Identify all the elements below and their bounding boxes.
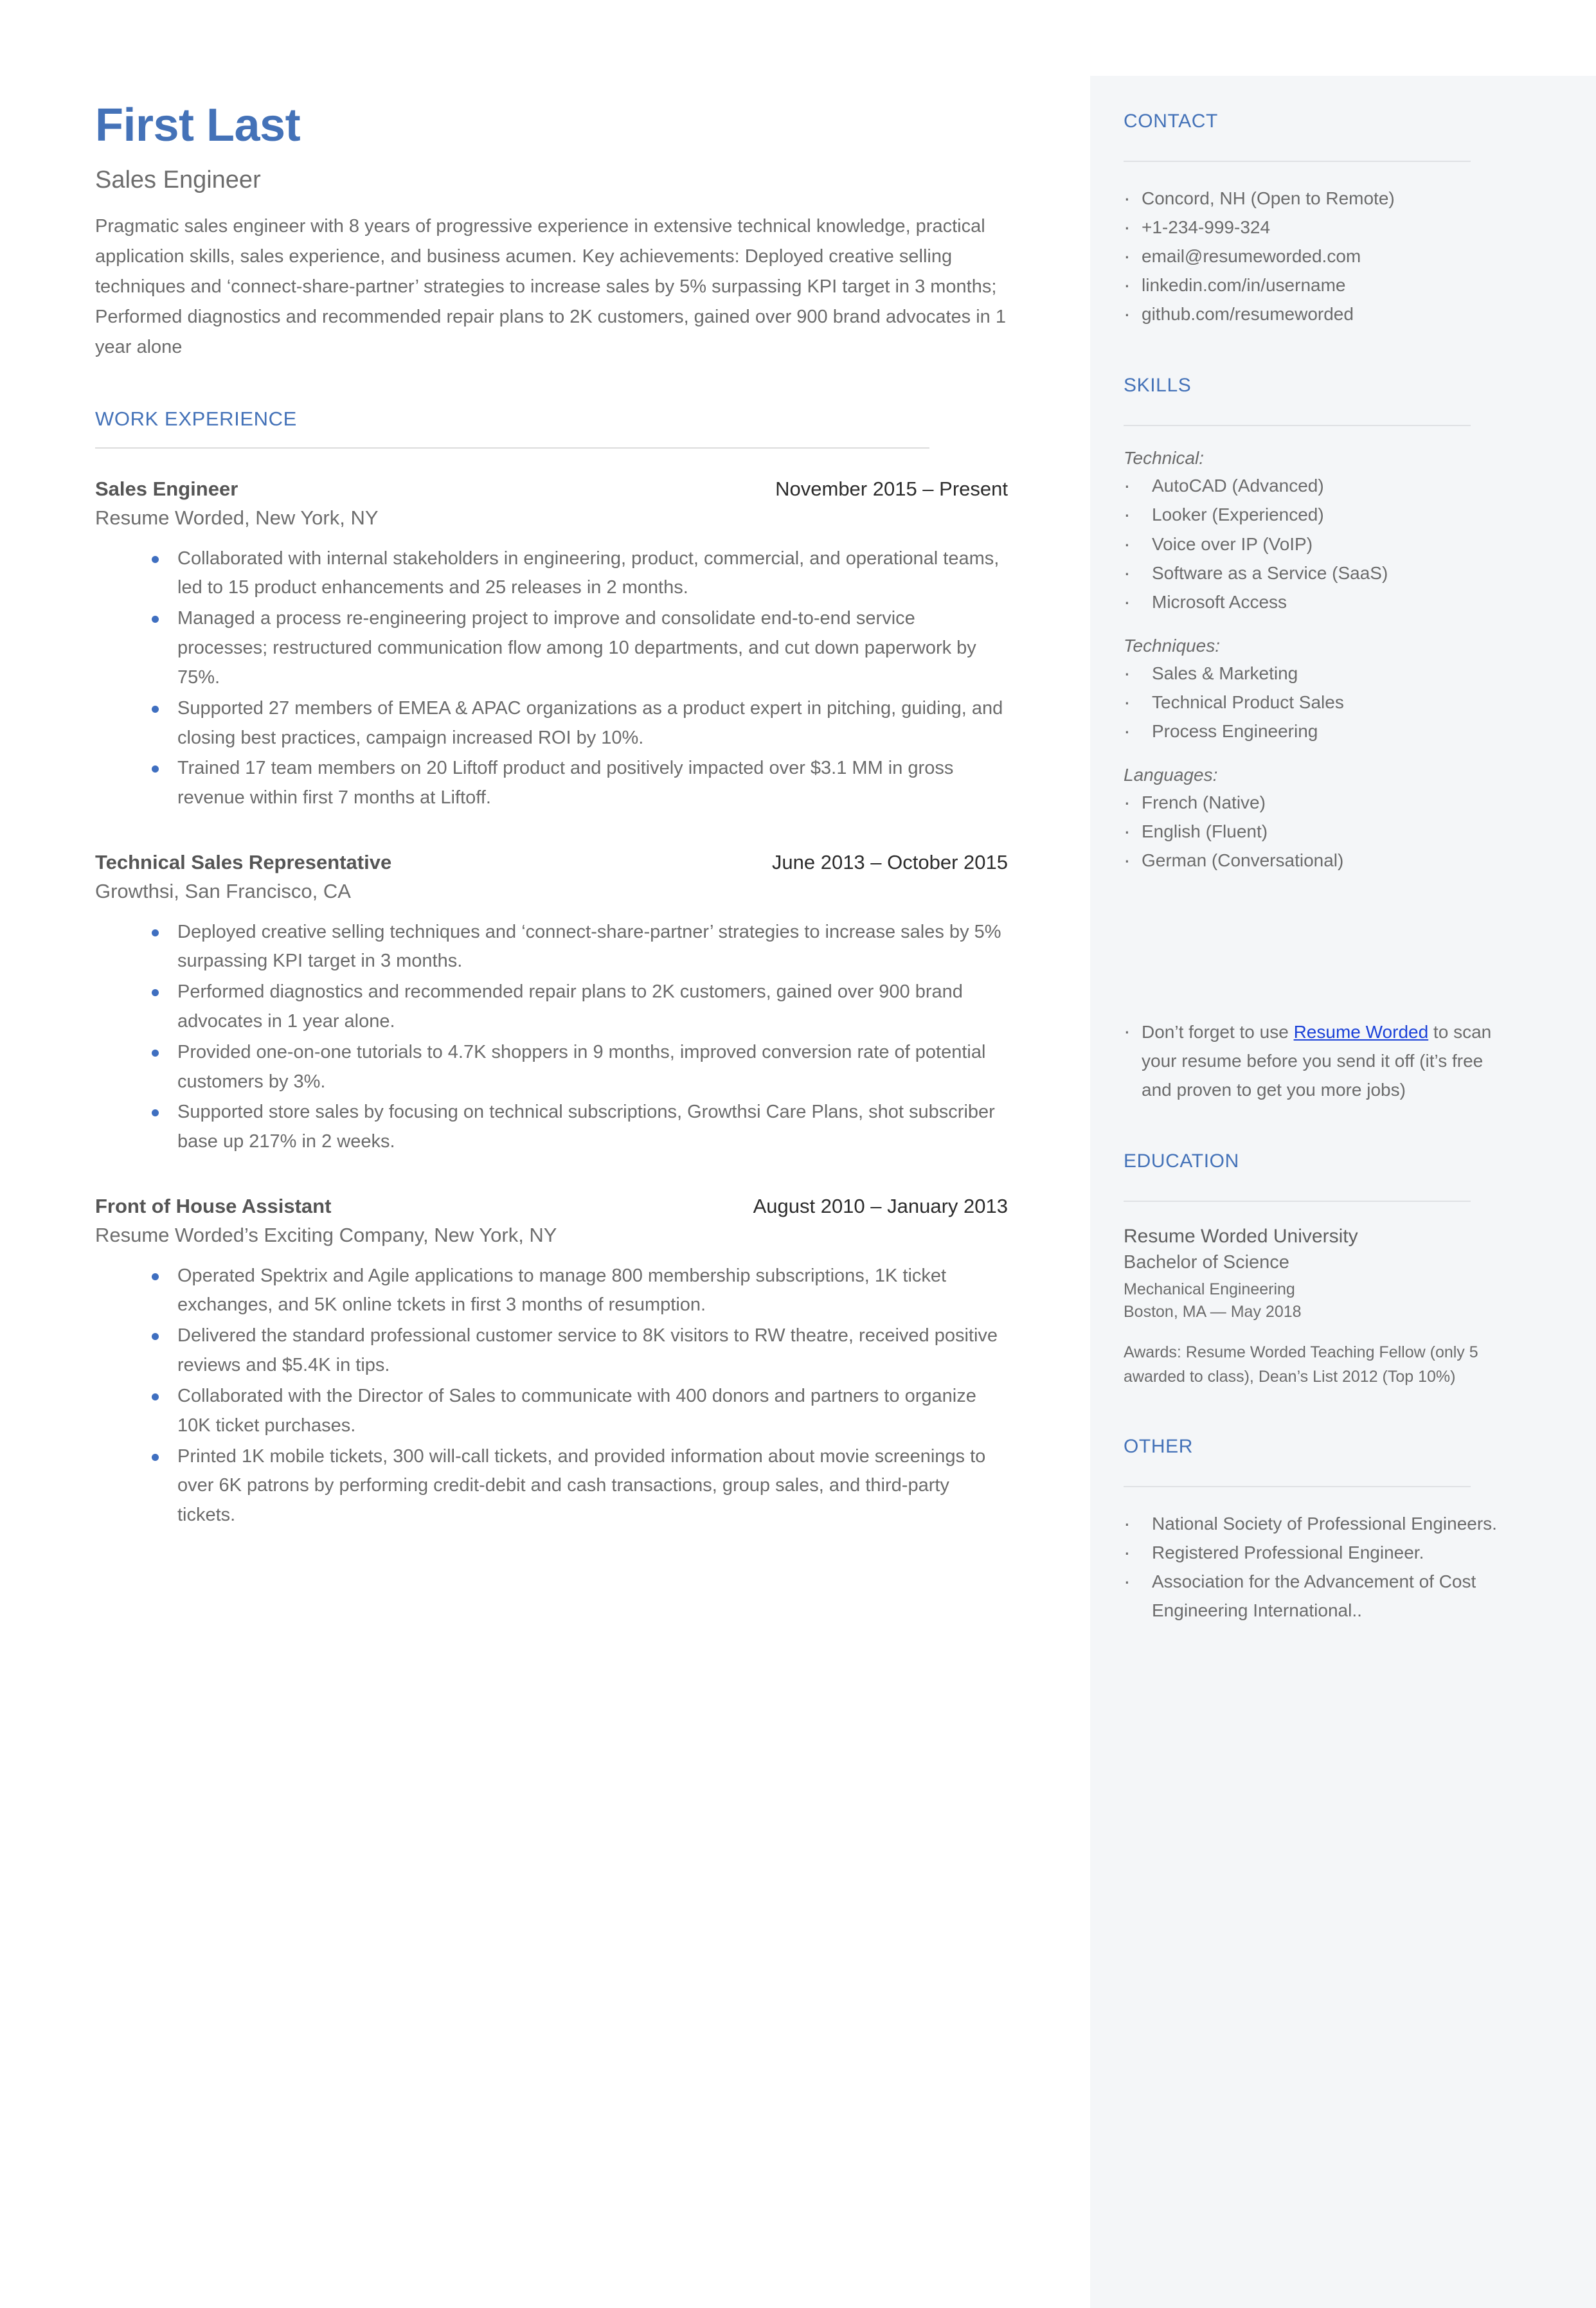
skill-item: · Software as a Service (SaaS): [1124, 559, 1509, 587]
skill-item: · Technical Product Sales: [1124, 688, 1509, 717]
job-company: Growthsi, San Francisco, CA: [95, 879, 351, 902]
job-header: [95, 850, 1008, 875]
job-bullet: Supported store sales by focusing on technical subscriptions, Growthsi Care Plans, shot subscriber base up 217% in 2 weeks.: [95, 1098, 1008, 1157]
job-entry: [95, 1194, 1030, 1530]
contact-list: [1124, 184, 1509, 328]
skills-section: [1124, 375, 1509, 875]
skill-group-label: Techniques:: [1124, 635, 1220, 656]
skill-group-label: Technical:: [1124, 448, 1205, 469]
job-company: Resume Worded’s Exciting Company, New York, NY: [95, 1223, 557, 1246]
contact-item-phone[interactable]: · +1-234-999-324: [1124, 213, 1509, 242]
education-section: [1124, 1150, 1509, 1390]
skill-item: · English (Fluent): [1124, 817, 1509, 846]
promo-text-after: to scan your resume before you send it off (it’s free and proven to get you more jobs): [1142, 1022, 1492, 1100]
contact-item-email[interactable]: · email@resumeworded.com: [1124, 242, 1509, 271]
skill-item: · Process Engineering: [1124, 717, 1509, 746]
other-item: · Association for the Advancement of Cost Engineering International..: [1124, 1567, 1509, 1625]
section-divider-education: [1124, 1201, 1471, 1202]
skill-item: · Looker (Experienced): [1124, 500, 1509, 529]
skill-list: [1124, 788, 1509, 875]
section-heading-skills: SKILLS: [1124, 375, 1192, 397]
other-section: [1124, 1436, 1509, 1625]
education-location: Boston, MA — May 2018: [1124, 1302, 1302, 1321]
skill-group-technical: [1124, 448, 1509, 616]
education-school: Resume Worded University: [1124, 1226, 1358, 1248]
job-bullet: Performed diagnostics and recommended repair plans to 2K customers, gained over 900 brand advocates in 1 year alone.: [95, 978, 1008, 1037]
contact-section: [1124, 111, 1509, 328]
job-bullet: Deployed creative selling techniques and ‘connect-share-partner’ strategies to increase sales by 5% surpassing KPI target in 3 months.: [95, 918, 1008, 977]
education-degree: Bachelor of Science: [1124, 1252, 1289, 1273]
job-bullet: Collaborated with the Director of Sales to communicate with 400 donors and partners to organize 10K ticket purchases.: [95, 1382, 1008, 1441]
contact-item-github[interactable]: · github.com/resumeworded: [1124, 300, 1509, 328]
job-bullet-list: [95, 918, 1008, 1158]
skill-item: · Sales & Marketing: [1124, 659, 1509, 688]
section-divider-other: [1124, 1486, 1471, 1487]
skill-item: · French (Native): [1124, 788, 1509, 817]
skill-item: · German (Conversational): [1124, 846, 1509, 875]
job-bullet: Trained 17 team members on 20 Liftoff product and positively impacted over $3.1 MM in gross revenue within first 7 months at Liftoff.: [95, 754, 1008, 813]
other-item: · Registered Professional Engineer.: [1124, 1538, 1509, 1567]
job-bullet: Provided one-on-one tutorials to 4.7K shoppers in 9 months, improved conversion rate of potential customers by 3%.: [95, 1038, 1008, 1097]
job-bullet: Collaborated with internal stakeholders in engineering, product, commercial, and operational teams, led to 15 product enhancements and 25 releases in 2 months.: [95, 544, 1008, 604]
job-bullet-list: [95, 544, 1008, 813]
skill-item: · Voice over IP (VoIP): [1124, 530, 1509, 559]
job-bullet: Supported 27 members of EMEA & APAC organizations as a product expert in pitching, guiding, and closing best practices, campaign increased ROI by 10%.: [95, 694, 1008, 753]
skill-item: · Microsoft Access: [1124, 587, 1509, 616]
section-heading-education: EDUCATION: [1124, 1150, 1239, 1172]
job-bullet: Managed a process re-engineering project to improve and consolidate end-to-end service processes; restructured communication flow among 10 departments, and cut down paperwork by 75%.: [95, 604, 1008, 692]
section-divider-skills: [1124, 425, 1471, 426]
job-bullet: Delivered the standard professional customer service to 8K visitors to RW theatre, received positive reviews and $5.4K in tips.: [95, 1321, 1008, 1381]
skill-list: [1124, 471, 1509, 616]
skill-group-languages: [1124, 765, 1509, 875]
job-bullet-list: [95, 1262, 1008, 1530]
promo-text-before: Don’t forget to use: [1142, 1022, 1294, 1042]
main-column: [95, 102, 1030, 1568]
section-divider-contact: [1124, 161, 1471, 162]
education-awards: Awards: Resume Worded Teaching Fellow (only 5 awarded to class), Dean’s List 2012 (Top 10%): [1124, 1343, 1478, 1386]
skill-group-techniques: [1124, 636, 1509, 746]
contact-item-linkedin[interactable]: · linkedin.com/in/username: [1124, 271, 1509, 300]
contact-item-location: · Concord, NH (Open to Remote): [1124, 184, 1509, 213]
promo-text: [1124, 1017, 1509, 1104]
job-company: Resume Worded, New York, NY: [95, 506, 379, 529]
job-bullet: Printed 1K mobile tickets, 300 will-call tickets, and provided information about movie screenings to over 6K patrons by performing credit-debit and cash transactions, group sales, and third-party tickets.: [95, 1442, 1008, 1530]
sidebar-column: [1124, 111, 1509, 1671]
skill-group-label: Languages:: [1124, 765, 1218, 785]
skill-item: · AutoCAD (Advanced): [1124, 471, 1509, 500]
job-bullet: Operated Spektrix and Agile applications to manage 800 membership subscriptions, 1K ticket exchanges, and 5K online tckets in first 3 months of resumption.: [95, 1262, 1008, 1321]
promo-note: [1124, 1017, 1509, 1104]
resume-worded-link[interactable]: Resume Worded: [1293, 1022, 1429, 1042]
candidate-title: Sales Engineer: [95, 166, 261, 193]
section-heading-other: OTHER: [1124, 1436, 1193, 1458]
job-dates: June 2013 – October 2015: [771, 850, 1008, 873]
job-role: Sales Engineer: [95, 478, 238, 501]
section-divider-work: [95, 447, 929, 449]
job-header: [95, 1194, 1008, 1219]
job-dates: November 2015 – Present: [775, 478, 1008, 501]
job-role: Technical Sales Representative: [95, 850, 392, 873]
skill-list: [1124, 659, 1509, 746]
section-heading-contact: CONTACT: [1124, 111, 1218, 132]
job-entry: [95, 850, 1030, 1157]
job-role: Front of House Assistant: [95, 1195, 332, 1218]
candidate-name: First Last: [95, 100, 301, 151]
job-dates: August 2010 – January 2013: [753, 1195, 1008, 1218]
sidebar-spacer: [1124, 921, 1509, 1017]
job-header: [95, 477, 1008, 502]
job-entry: [95, 477, 1030, 813]
other-list: [1124, 1509, 1509, 1625]
section-heading-work-experience: WORK EXPERIENCE: [95, 407, 297, 431]
professional-summary: Pragmatic sales engineer with 8 years of progressive experience in extensive technical knowledge, practical application skills, sales experience, and business acumen. Key achievements: Deployed creative selling techniques and ‘connect-share-partner’ strategies to increase sales by 5% surpassing KPI target in 3 months; Performed diagnostics and recommended repair plans to 2K customers, gained over 900 brand advocates in 1 year alone: [95, 216, 1006, 358]
education-field: Mechanical Engineering: [1124, 1280, 1295, 1298]
other-item: · National Society of Professional Engineers.: [1124, 1509, 1509, 1538]
